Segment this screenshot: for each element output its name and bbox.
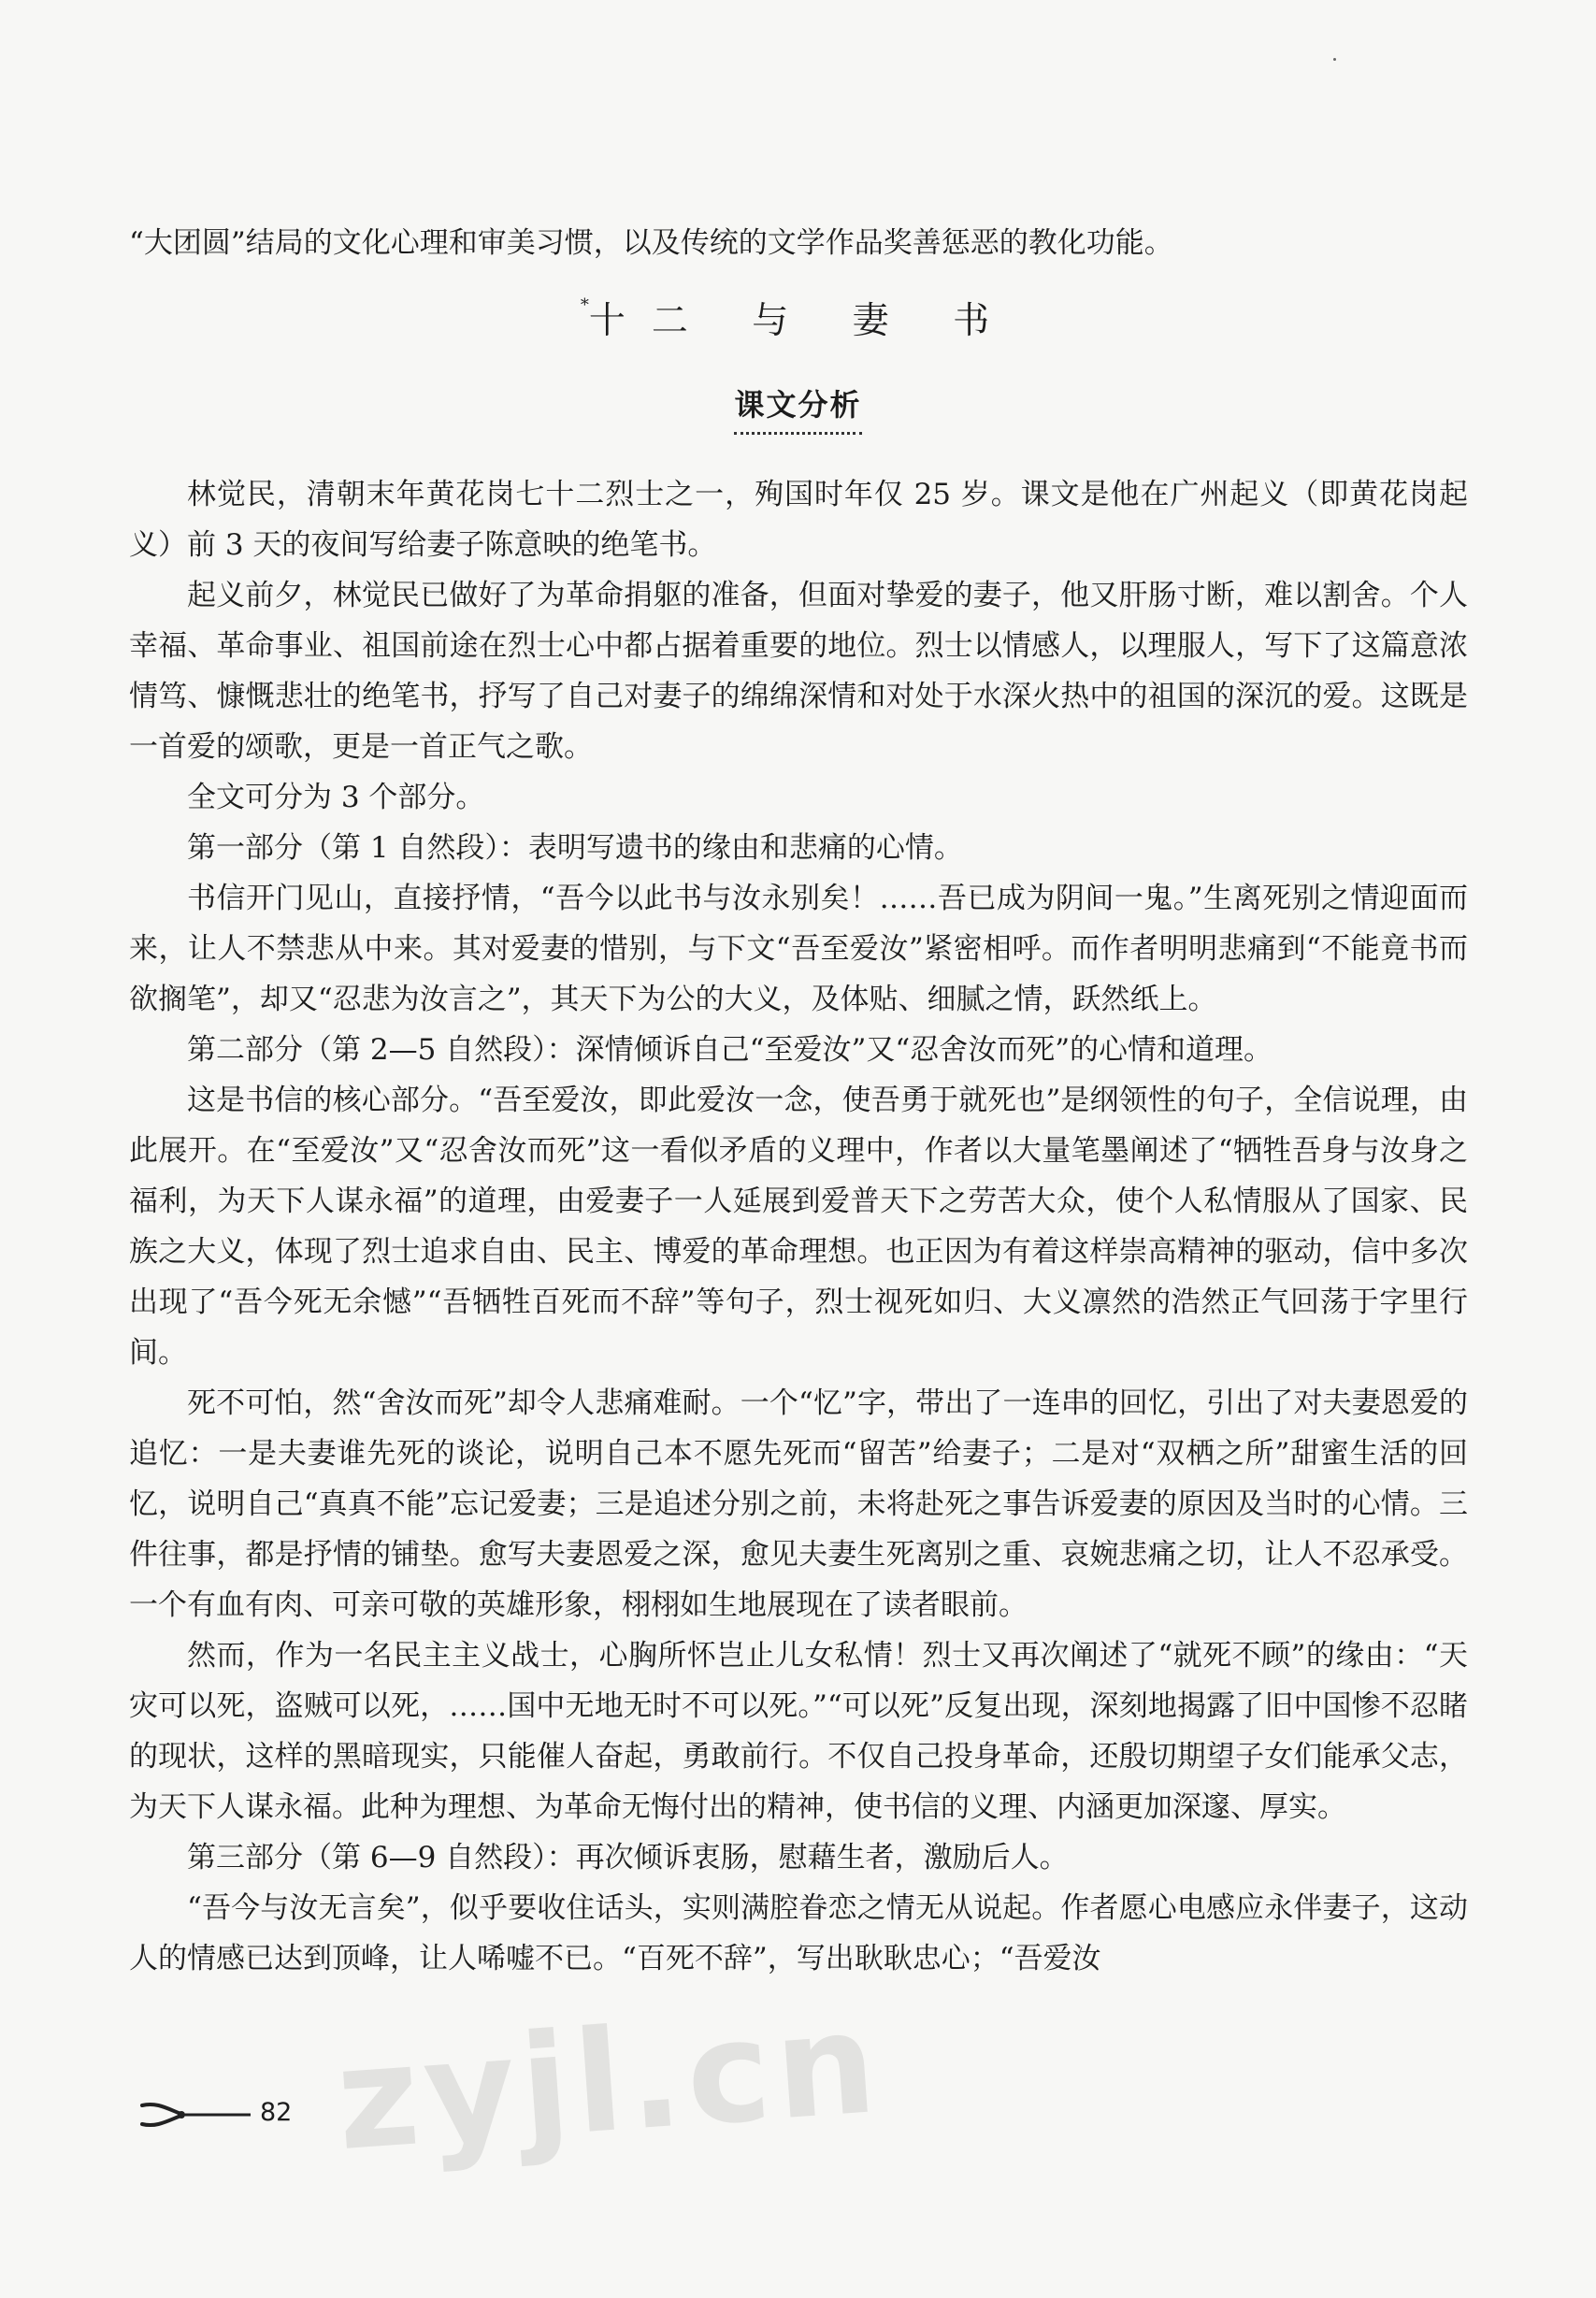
body-text	[129, 469, 1468, 1984]
paragraph: 起义前夕，林觉民已做好了为革命捐躯的准备，但面对挚爱的妻子，他又肝肠寸断，难以割舍。个人幸福、革命事业、祖国前途在烈士心中都占据着重要的地位。烈士以情感人，以理服人，写下了这篇意浓情笃、慷慨悲壮的绝笔书，抒写了自己对妻子的绵绵深情和对处于水深火热中的祖国的深沉的爱。这既是一首爱的颂歌，更是一首正气之歌。	[129, 579, 1468, 764]
title-star-marker: *	[580, 295, 589, 315]
section-heading-block	[0, 381, 1596, 435]
lesson-title: 十二 与 妻 书	[588, 300, 1016, 342]
page-footer	[140, 2096, 327, 2133]
paragraph: 书信开门见山，直接抒情，“吾今以此书与汝永别矣！……吾已成为阴间一鬼。”生离死别之情迎面而来，让人不禁悲从中来。其对爱妻的惜别，与下文“吾至爱汝”紧密相呼。而作者明明悲痛到“不能竟书而欲搁笔”，却又“忍悲为汝言之”，其天下为公的大义，及体贴、细腻之情，跃然纸上。	[129, 882, 1468, 1016]
paragraph: 林觉民，清朝末年黄花岗七十二烈士之一，殉国时年仅 25 岁。课文是他在广州起义（即黄花岗起义）前 3 天的夜间写给妻子陈意映的绝笔书。	[129, 478, 1468, 562]
paragraph: “吾今与汝无言矣”，似乎要收住话头，实则满腔眷恋之情无从说起。作者愿心电感应永伴妻子，这动人的情感已达到顶峰，让人唏嘘不已。“百死不辞”，写出耿耿忠心；“吾爱汝	[129, 1891, 1468, 1975]
watermark-logo: zyjl.cn	[331, 1981, 886, 2183]
paragraph: 第一部分（第 1 自然段）：表明写遗书的缘由和悲痛的心情。	[187, 831, 963, 865]
paragraph: 第三部分（第 6—9 自然段）：再次倾诉衷肠，慰藉生者，激励后人。	[187, 1841, 1069, 1874]
paragraph: 然而，作为一名民主主义战士，心胸所怀岂止儿女私情！烈士又再次阐述了“就死不顾”的缘由：“天灾可以死，盗贼可以死，……国中无地无时不可以死。”“可以死”反复出现，深刻地揭露了旧中国惨不忍睹的现状，这样的黑暗现实，只能催人奋起，勇敢前行。不仅自己投身革命，还殷切期望子女们能承父志，为天下人谋永福。此种为理想、为革命无悔付出的精神，使书信的义理、内涵更加深邃、厚实。	[129, 1639, 1468, 1824]
continuation-line: “大团圆”结局的文化心理和审美习惯，以及传统的文学作品奖善惩恶的教化功能。	[129, 226, 1173, 260]
lesson-title-block	[0, 292, 1596, 344]
scan-speck	[1333, 58, 1336, 61]
paragraph: 全文可分为 3 个部分。	[187, 781, 485, 814]
paragraph: 第二部分（第 2—5 自然段）：深情倾诉自己“至爱汝”又“忍舍汝而死”的心情和道理。	[187, 1033, 1273, 1067]
page-number: 82	[260, 2098, 293, 2127]
scissor-ornament-icon	[140, 2096, 252, 2133]
paragraph: 死不可怕，然“舍汝而死”却令人悲痛难耐。一个“忆”字，带出了一连串的回忆，引出了对夫妻恩爱的追忆：一是夫妻谁先死的谈论，说明自己本不愿先死而“留苦”给妻子；二是对“双栖之所”甜蜜生活的回忆，说明自己“真真不能”忘记爱妻；三是追述分别之前，未将赴死之事告诉爱妻的原因及当时的心情。三件往事，都是抒情的铺垫。愈写夫妻恩爱之深，愈见夫妻生死离别之重、哀婉悲痛之切，让人不忍承受。一个有血有肉、可亲可敬的英雄形象，栩栩如生地展现在了读者眼前。	[129, 1386, 1468, 1622]
paragraph: 这是书信的核心部分。“吾至爱汝，即此爱汝一念，使吾勇于就死也”是纲领性的句子，全信说理，由此展开。在“至爱汝”又“忍舍汝而死”这一看似矛盾的义理中，作者以大量笔墨阐述了“牺牲吾身与汝身之福利，为天下人谋永福”的道理，由爱妻子一人延展到爱普天下之劳苦大众，使个人私情服从了国家、民族之大义，体现了烈士追求自由、民主、博爱的革命理想。也正因为有着这样崇高精神的驱动，信中多次出现了“吾今死无余憾”“吾牺牲百死而不辞”等句子，烈士视死如归、大义凛然的浩然正气回荡于字里行间。	[129, 1084, 1468, 1370]
section-heading: 课文分析	[734, 381, 861, 435]
